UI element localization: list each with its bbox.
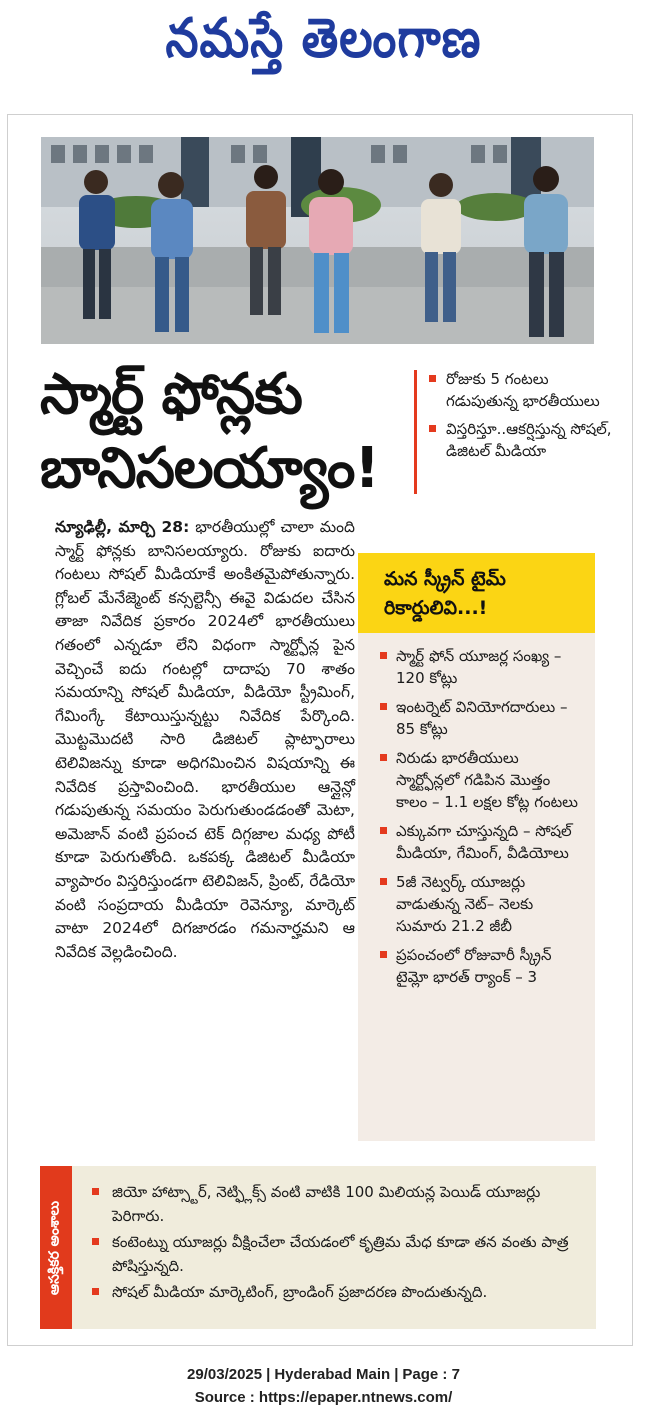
list-item: 5జీ నెట్వర్క్ యూజర్లు వాడుతున్న నెట్– నెలకు సుమారు 21.2 జీబీ	[366, 871, 585, 937]
footer-page: Page : 7	[402, 1366, 460, 1383]
square-bullet-icon	[380, 878, 387, 885]
newspaper-logo: నమస్తే తెలంగాణ	[165, 6, 482, 71]
square-bullet-icon	[380, 951, 387, 958]
square-bullet-icon	[429, 375, 436, 382]
list-item: సోషల్ మీడియా మార్కెటింగ్, బ్రాండింగ్ ప్రజాదరణ పొందుతున్నది.	[90, 1280, 590, 1304]
square-bullet-icon	[92, 1288, 99, 1295]
interesting-facts-box	[40, 1166, 596, 1329]
headline-line-2: బానిసలయ్యాం!	[40, 436, 379, 501]
screen-time-stats	[358, 633, 595, 988]
box-header	[358, 553, 595, 633]
subheadline-points	[426, 368, 621, 468]
list-item: రోజుకు 5 గంటలు గడుపుతున్న భారతీయులు	[426, 368, 621, 412]
square-bullet-icon	[429, 425, 436, 432]
headline	[40, 358, 410, 506]
body-text: భారతీయుల్లో చాలా మంది స్మార్ట్ ఫోన్లకు బానిసలయ్యారు. రోజుకు ఐదారు గంటలు సోషల్ మీడియాకే అంకితమైపోతున్నారు. గ్లోబల్ మేనేజ్మెంట్ కన్సల్టెన్సీ ఈవై విడుదల చేసిన తాజా నివేదిక ప్రకారం 2024లో భారతీయులు గతంలో ఎన్నడూ లేని విధంగా స్మార్ట్ఫోన్ల పైన వెచ్చించే ఐదు గంటల్లో దాదాపు 70 శాతం సమయాన్ని సోషల్ మీడియా, వీడియో స్ట్రీమింగ్, గేమింగ్కే కేటాయిస్తున్నట్టు నివేదిక పేర్కొంది. మొట్టమొదటి సారి డిజిటల్ ప్లాట్ఫారాలు టెలివిజన్ను కూడా అధిగమించిన విషయాన్ని ఈ నివేదిక ప్రస్తావించింది. భారతీయుల ఆన్లైన్లో గడుపుతున్న సమయం పెరుగుతుండడంతో మెటా, అమెజాన్ వంటి ప్రపంచ టెక్ దిగ్గజాల మధ్య పోటీ కూడా పెరుగుతోంది. ఒకపక్క డిజిటల్ మీడియా వ్యాపారం విస్తరిస్తుండగా టెలివిజన్, ప్రింట్, రేడియో వంటి సంప్రదాయ మీడియా రెవెన్యూ, మార్కెట్ వాటా 2024లో దిగజారడం గమనార్హమని ఆ నివేదిక వెల్లడించింది.	[55, 518, 355, 961]
square-bullet-icon	[380, 754, 387, 761]
dateline: న్యూఢిల్లీ, మార్చి 28:	[55, 518, 190, 536]
side-divider	[414, 370, 417, 494]
headline-line-1: స్మార్ట్ ఫోన్లకు	[40, 362, 302, 427]
article-body	[55, 516, 355, 964]
box-title-line-2: రికార్డులివి...!	[384, 597, 488, 619]
footer-edition: Hyderabad Main	[274, 1366, 391, 1383]
footer-info: 29/03/2025 | Hyderabad Main | Page : 7	[187, 1366, 460, 1383]
list-item: స్మార్ట్ ఫోన్ యూజర్ల సంఖ్య – 120 కోట్లు	[366, 645, 585, 689]
square-bullet-icon	[380, 652, 387, 659]
list-item: ప్రపంచంలో రోజువారీ స్క్రీన్ టైమ్లో భారత్ ర్యాంక్ – 3	[366, 944, 585, 988]
footer-source: Source : https://epaper.ntnews.com/	[194, 1389, 453, 1406]
list-item: నిరుడు భారతీయులు స్మార్ట్ఫోన్లలో గడిపిన మొత్తం కాలం – 1.1 లక్షల కోట్ల గంటలు	[366, 747, 585, 813]
square-bullet-icon	[380, 827, 387, 834]
screen-time-box	[358, 553, 595, 1141]
square-bullet-icon	[92, 1238, 99, 1245]
box-title-line-1: మన స్క్రీన్ టైమ్	[384, 568, 506, 590]
facts-label: ఆసక్తికర అంశాలు	[40, 1166, 72, 1329]
students-with-phones-photo	[41, 137, 594, 344]
list-item: ఎక్కువగా చూస్తున్నది – సోషల్ మీడియా, గేమింగ్, వీడియోలు	[366, 820, 585, 864]
page-footer	[0, 1363, 647, 1409]
square-bullet-icon	[92, 1188, 99, 1195]
list-item: ఇంటర్నెట్ వినియోగదారులు – 85 కోట్లు	[366, 696, 585, 740]
square-bullet-icon	[380, 703, 387, 710]
list-item: కంటెంట్ను యూజర్లు వీక్షించేలా చేయడంలో కృత్రిమ మేధ కూడా తన వంతు పాత్ర పోషిస్తున్నది.	[90, 1230, 590, 1278]
masthead	[0, 0, 647, 104]
list-item: విస్తరిస్తూ..ఆకర్షిస్తున్న సోషల్, డిజిటల్ మీడియా	[426, 418, 621, 462]
footer-date: 29/03/2025	[187, 1366, 263, 1383]
facts-list	[90, 1180, 590, 1306]
article-photo	[41, 137, 594, 344]
list-item: జియో హాట్స్టార్, నెట్ఫ్లిక్స్ వంటి వాటికి 100 మిలియన్ల పెయిడ్ యూజర్లు పెరిగారు.	[90, 1180, 590, 1228]
